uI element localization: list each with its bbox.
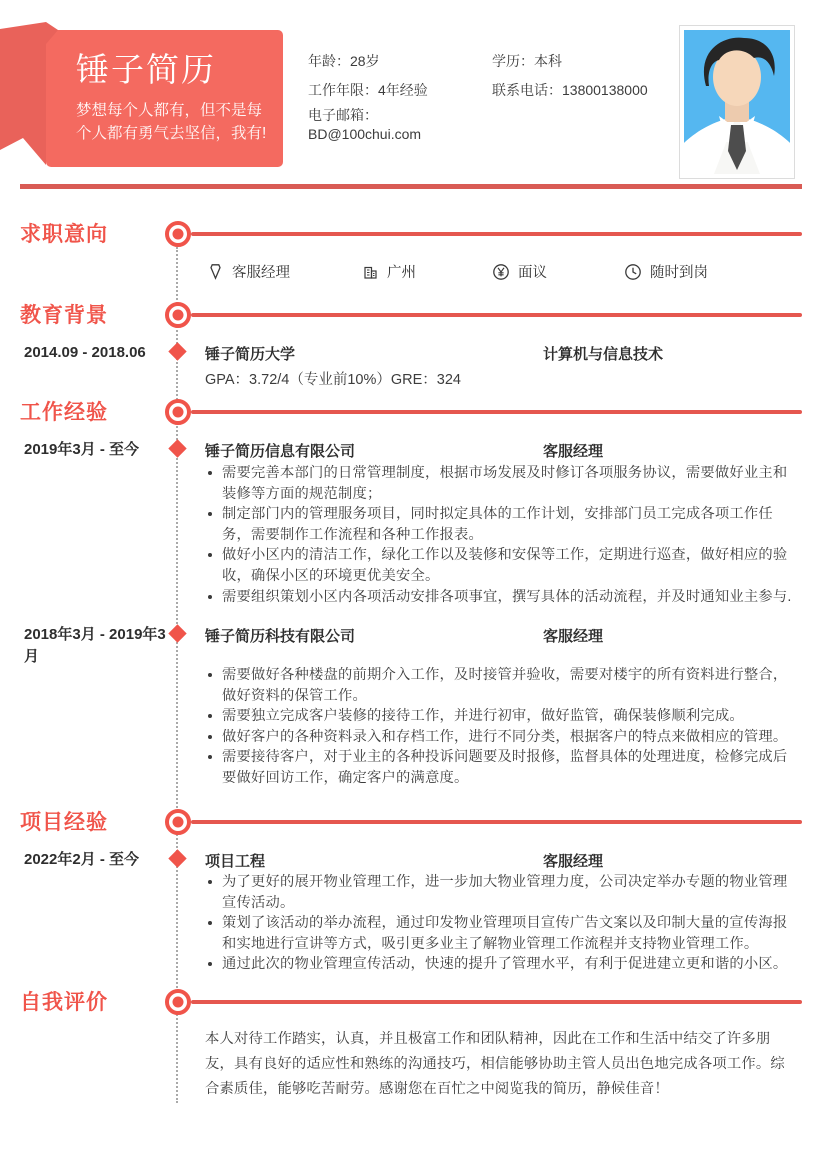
timeline-rule-self-evaluation: [191, 1000, 802, 1004]
bullet-item: 需要做好各种楼盘的前期介入工作，及时接管并验收，需要对楼宇的所有资料进行整合，做好资料的保管工作。: [205, 665, 795, 706]
project-name: 项目工程: [205, 853, 266, 870]
info-phone: 联系电话：13800138000: [492, 82, 648, 98]
clock-icon: [624, 263, 642, 281]
timeline-node-intent: [165, 221, 191, 247]
timeline-rule-project: [191, 820, 802, 824]
job1-role: 客服经理: [543, 443, 604, 460]
ribbon-banner: [0, 20, 290, 172]
project-bullet-list: [205, 872, 795, 975]
job1-company: 锤子简历信息有限公司: [205, 443, 356, 460]
section-title-work: 工作经验: [20, 401, 108, 424]
job2-date: 2018年3月 - 2019年3月: [24, 626, 166, 665]
intent-position: [207, 261, 290, 282]
bullet-item: 需要接待客户，对于业主的各种投诉问题要及时报修，监督具体的处理进度，检修完成后要做好回访工作，确定客户的满意度。: [205, 747, 795, 788]
timeline-node-project: [165, 809, 191, 835]
bullet-item: 策划了该活动的举办流程，通过印发物业管理项目宣传广告文案以及印制大量的宣传海报和实地进行宣讲等方式，吸引更多业主了解物业管理工作流程并支持物业管理工作。: [205, 913, 795, 954]
intent-city-label: 广州: [387, 265, 416, 281]
job2-company: 锤子简历科技有限公司: [205, 628, 356, 645]
job2-role: 客服经理: [543, 628, 604, 645]
project-role: 客服经理: [543, 853, 604, 870]
timeline-dotted-line: [176, 247, 178, 1103]
bullet-item: 为了更好的展开物业管理工作，进一步加大物业管理力度，公司决定举办专题的物业管理宣传活动。: [205, 872, 795, 913]
section-title-self-evaluation: 自我评价: [20, 991, 108, 1014]
education-major: 计算机与信息技术: [543, 346, 664, 363]
job2-bullet-list: [205, 665, 795, 789]
education-gpa: GPA：3.72/4（专业前10%）GRE：324: [205, 372, 461, 388]
timeline-rule-work: [191, 410, 802, 414]
resume-title: 锤子简历: [76, 51, 216, 88]
tie-icon: [207, 263, 224, 280]
header-divider: [20, 184, 802, 189]
salary-icon: [492, 263, 510, 281]
profile-photo: [679, 25, 795, 179]
job1-date: 2019年3月 - 至今: [24, 441, 140, 458]
section-title-project: 项目经验: [20, 811, 108, 834]
intent-salary-label: 面议: [518, 265, 547, 281]
info-work-years: 工作年限：4年经验: [308, 82, 428, 98]
intent-position-label: 客服经理: [232, 265, 290, 281]
bullet-item: 需要完善本部门的日常管理制度，根据市场发展及时修订各项服务协议，需要做好业主和装修等方面的规范制度；: [205, 463, 795, 504]
bullet-item: 做好小区内的清洁工作，绿化工作以及装修和安保等工作，定期进行巡查，做好相应的验收，确保小区的环境更优美安全。: [205, 545, 795, 586]
bullet-item: 做好客户的各种资料录入和存档工作，进行不同分类，根据客户的特点来做相应的管理。: [205, 727, 795, 748]
info-email: 电子邮箱：BD@100chui.com: [308, 107, 422, 142]
timeline-node-education: [165, 302, 191, 328]
self-evaluation-text: 本人对待工作踏实，认真，并且极富工作和团队精神，因此在工作和生活中结交了许多朋友，具有良好的适应性和熟练的沟通技巧，相信能够协助主管人员出色地完成各项工作。综合素质佳，能够吃苦耐劳。感谢您在百忙之中阅览我的简历，静候佳音！: [205, 1031, 785, 1097]
timeline-node-self-evaluation: [165, 989, 191, 1015]
bullet-item: 制定部门内的管理服务项目，同时拟定具体的工作计划，安排部门员工完成各项工作任务，需要制作工作流程和各种工作报表。: [205, 504, 795, 545]
info-degree: 学历：本科: [492, 53, 562, 69]
project-date: 2022年2月 - 至今: [24, 851, 140, 868]
timeline-node-work: [165, 399, 191, 425]
intent-city: [362, 261, 416, 282]
bullet-item: 需要组织策划小区内各项活动安排各项事宜，撰写具体的活动流程，并及时通知业主参与.: [205, 587, 795, 608]
job1-bullet-list: [205, 463, 795, 607]
building-icon: [362, 263, 379, 280]
info-age: 年龄：28岁: [308, 53, 380, 69]
intent-salary: [492, 261, 547, 282]
intent-availability: [624, 261, 708, 282]
intent-availability-label: 随时到岗: [650, 265, 708, 281]
education-school: 锤子简历大学: [205, 346, 296, 363]
male-avatar-icon: [684, 30, 790, 174]
bullet-item: 通过此次的物业管理宣传活动，快速的提升了管理水平，有利于促进建立更和谐的小区。: [205, 954, 795, 975]
education-date: 2014.09 - 2018.06: [24, 344, 146, 361]
resume-slogan: 梦想每个人都有，但不是每个人都有勇气去坚信，我有!: [76, 102, 267, 142]
timeline-rule-intent: [191, 232, 802, 236]
timeline-rule-education: [191, 313, 802, 317]
bullet-item: 需要独立完成客户装修的接待工作，并进行初审，做好监管，确保装修顺利完成。: [205, 706, 795, 727]
section-title-intent: 求职意向: [20, 223, 108, 246]
section-title-education: 教育背景: [20, 304, 108, 327]
